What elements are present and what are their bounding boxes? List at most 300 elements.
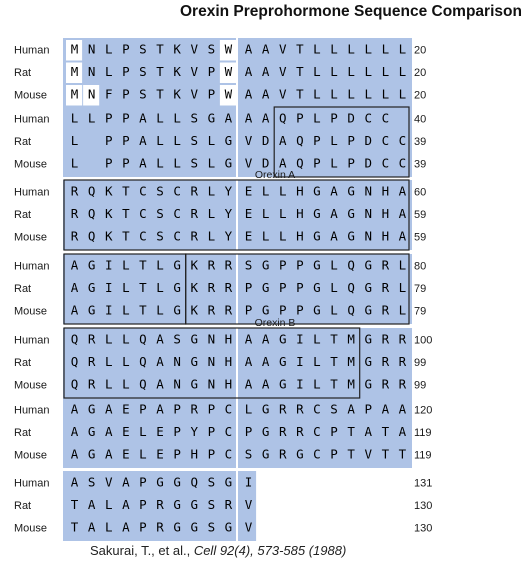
residue: E bbox=[122, 424, 130, 439]
residue: Q bbox=[296, 155, 304, 171]
residue: L bbox=[398, 41, 407, 57]
residue-end-number: 130 bbox=[414, 500, 433, 512]
residue: S bbox=[139, 64, 147, 79]
residue: L bbox=[261, 228, 270, 244]
residue: H bbox=[296, 228, 304, 244]
residue: P bbox=[330, 446, 338, 462]
residue: G bbox=[190, 497, 199, 512]
residue: A bbox=[70, 257, 79, 273]
residue: T bbox=[330, 376, 338, 392]
residue: L bbox=[173, 155, 181, 171]
residue: L bbox=[173, 133, 181, 148]
residue-end-number: 59 bbox=[414, 231, 427, 244]
residue: T bbox=[330, 354, 338, 369]
residue: L bbox=[104, 519, 113, 535]
residue: S bbox=[244, 257, 253, 273]
residue: G bbox=[87, 257, 96, 273]
residue: G bbox=[173, 519, 181, 535]
residue: G bbox=[87, 280, 96, 295]
residue: A bbox=[244, 331, 253, 347]
residue: N bbox=[173, 376, 181, 392]
residue: C bbox=[398, 133, 407, 148]
residue: L bbox=[313, 331, 321, 347]
residue: H bbox=[224, 331, 233, 347]
residue: E bbox=[122, 446, 130, 462]
residue: A bbox=[156, 331, 164, 347]
residue: F bbox=[104, 86, 113, 102]
residue: G bbox=[190, 519, 199, 535]
residue: Q bbox=[347, 302, 355, 318]
residue: T bbox=[330, 331, 338, 347]
residue: A bbox=[244, 376, 253, 392]
residue: T bbox=[139, 302, 147, 318]
residue: G bbox=[278, 331, 287, 347]
residue-end-number: 120 bbox=[414, 404, 433, 417]
residue: P bbox=[313, 155, 321, 171]
residue: L bbox=[313, 41, 321, 57]
residue: L bbox=[104, 354, 113, 369]
residue: P bbox=[296, 280, 304, 295]
residue: G bbox=[313, 206, 321, 221]
residue: V bbox=[364, 446, 373, 462]
residue: E bbox=[244, 228, 253, 244]
residue: P bbox=[278, 257, 287, 273]
residue: L bbox=[330, 155, 338, 171]
residue: A bbox=[398, 424, 407, 439]
residue: I bbox=[296, 331, 304, 347]
residue-end-number: 39 bbox=[414, 136, 427, 148]
residue: P bbox=[296, 257, 304, 273]
residue-end-number: 119 bbox=[414, 449, 432, 462]
residue: G bbox=[224, 133, 233, 148]
residue: G bbox=[313, 280, 321, 295]
residue: L bbox=[156, 280, 164, 295]
residue: C bbox=[139, 183, 147, 199]
species-label: Mouse bbox=[14, 231, 48, 244]
residue: A bbox=[122, 519, 130, 535]
residue: L bbox=[207, 228, 216, 244]
residue-end-number: 79 bbox=[414, 305, 427, 318]
residue: G bbox=[364, 354, 373, 369]
residue: P bbox=[173, 424, 181, 439]
residue: L bbox=[330, 86, 338, 102]
residue: S bbox=[330, 401, 338, 417]
residue: Q bbox=[70, 354, 79, 369]
residue: T bbox=[122, 228, 130, 244]
residue: L bbox=[330, 257, 338, 273]
residue: P bbox=[278, 280, 287, 295]
residue: Q bbox=[87, 183, 96, 199]
residue-end-number: 99 bbox=[414, 379, 427, 392]
residue: G bbox=[261, 280, 270, 295]
residue: R bbox=[381, 302, 390, 318]
residue: C bbox=[313, 424, 321, 439]
residue: R bbox=[381, 354, 390, 369]
residue: R bbox=[224, 257, 233, 273]
residue: A bbox=[398, 401, 407, 417]
residue: D bbox=[364, 133, 373, 148]
residue: G bbox=[313, 183, 321, 199]
residue: R bbox=[224, 497, 233, 512]
residue: V bbox=[190, 64, 199, 79]
residue: C bbox=[381, 110, 390, 126]
residue: L bbox=[398, 64, 407, 79]
residue: A bbox=[70, 474, 79, 490]
residue: H bbox=[381, 228, 390, 244]
block-6-column-gap bbox=[236, 398, 238, 468]
residue: D bbox=[261, 155, 270, 171]
residue: L bbox=[261, 206, 270, 221]
residue: M bbox=[347, 376, 355, 392]
residue: L bbox=[156, 257, 164, 273]
residue: R bbox=[398, 331, 407, 347]
residue: L bbox=[330, 64, 338, 79]
residue: L bbox=[313, 354, 321, 369]
residue: G bbox=[261, 257, 270, 273]
residue: G bbox=[156, 474, 164, 490]
residue: E bbox=[156, 424, 164, 439]
residue: V bbox=[278, 64, 287, 79]
residue: N bbox=[87, 41, 96, 57]
residue: L bbox=[122, 376, 130, 392]
residue: L bbox=[207, 155, 216, 171]
species-label: Human bbox=[14, 260, 50, 273]
residue: T bbox=[122, 206, 130, 221]
residue: L bbox=[104, 64, 113, 79]
residue: Q bbox=[296, 133, 304, 148]
residue: L bbox=[313, 64, 321, 79]
residue: G bbox=[313, 257, 321, 273]
species-label: Mouse bbox=[14, 379, 48, 392]
residue: S bbox=[190, 155, 199, 171]
residue: P bbox=[207, 86, 216, 102]
residue: R bbox=[70, 228, 79, 244]
block-1-column-gap bbox=[236, 38, 238, 108]
residue: T bbox=[296, 86, 304, 102]
residue: A bbox=[70, 446, 79, 462]
residue: S bbox=[190, 133, 199, 148]
species-label: Human bbox=[14, 44, 50, 57]
residue: R bbox=[381, 280, 390, 295]
residue: P bbox=[173, 446, 181, 462]
residue: G bbox=[207, 110, 216, 126]
residue: Y bbox=[224, 183, 233, 199]
residue: V bbox=[104, 474, 113, 490]
residue: C bbox=[173, 228, 181, 244]
residue: G bbox=[173, 497, 181, 512]
residue: A bbox=[261, 110, 270, 126]
residue: G bbox=[278, 376, 287, 392]
block-7-column-gap bbox=[236, 471, 238, 541]
residue: K bbox=[104, 206, 113, 221]
species-label: Rat bbox=[14, 67, 32, 79]
residue: A bbox=[381, 401, 390, 417]
residue: S bbox=[139, 41, 147, 57]
residue: A bbox=[278, 133, 287, 148]
species-label: Human bbox=[14, 113, 50, 126]
residue: N bbox=[364, 183, 373, 199]
residue: P bbox=[313, 133, 321, 148]
residue: S bbox=[139, 86, 147, 102]
residue: M bbox=[70, 86, 79, 102]
residue: C bbox=[224, 446, 233, 462]
residue: H bbox=[381, 183, 390, 199]
residue-end-number: 20 bbox=[414, 44, 427, 57]
residue-end-number: 20 bbox=[414, 89, 427, 102]
residue: G bbox=[364, 331, 373, 347]
residue: L bbox=[364, 64, 373, 79]
residue: L bbox=[313, 376, 321, 392]
residue: H bbox=[296, 183, 304, 199]
residue: K bbox=[190, 280, 199, 295]
residue: N bbox=[207, 331, 216, 347]
residue: S bbox=[207, 41, 216, 57]
residue: M bbox=[347, 354, 355, 369]
residue: A bbox=[224, 110, 233, 126]
residue: T bbox=[139, 280, 147, 295]
residue: S bbox=[207, 497, 216, 512]
residue: G bbox=[261, 302, 270, 318]
residue: R bbox=[190, 206, 199, 221]
residue: L bbox=[330, 41, 338, 57]
residue: G bbox=[364, 376, 373, 392]
residue: A bbox=[104, 424, 113, 439]
residue: L bbox=[207, 183, 216, 199]
residue: G bbox=[261, 446, 270, 462]
residue: I bbox=[296, 376, 304, 392]
residue: R bbox=[70, 183, 79, 199]
residue: P bbox=[207, 64, 216, 79]
residue-end-number: 99 bbox=[414, 357, 427, 369]
residue: L bbox=[156, 155, 164, 171]
residue: L bbox=[156, 133, 164, 148]
residue: G bbox=[278, 354, 287, 369]
residue-end-number: 130 bbox=[414, 522, 433, 535]
residue: V bbox=[244, 519, 253, 535]
residue: T bbox=[347, 446, 355, 462]
residue: Q bbox=[139, 376, 147, 392]
residue: L bbox=[207, 206, 216, 221]
residue: K bbox=[173, 64, 181, 79]
residue: A bbox=[70, 401, 79, 417]
residue-end-number: 20 bbox=[414, 67, 427, 79]
residue: R bbox=[381, 331, 390, 347]
residue: S bbox=[156, 183, 164, 199]
residue: G bbox=[313, 302, 321, 318]
residue: Y bbox=[224, 228, 233, 244]
residue: L bbox=[313, 86, 321, 102]
residue: C bbox=[381, 133, 390, 148]
residue: G bbox=[296, 446, 304, 462]
residue: G bbox=[364, 257, 373, 273]
residue: G bbox=[190, 376, 199, 392]
residue: Q bbox=[87, 206, 96, 221]
residue: A bbox=[261, 376, 270, 392]
residue: P bbox=[278, 302, 287, 318]
residue: A bbox=[244, 354, 253, 369]
species-label: Rat bbox=[14, 357, 32, 369]
residue: G bbox=[364, 302, 373, 318]
residue: R bbox=[381, 257, 390, 273]
residue: A bbox=[122, 497, 130, 512]
residue: L bbox=[104, 376, 113, 392]
residue: R bbox=[381, 376, 390, 392]
residue: I bbox=[104, 257, 113, 273]
residue: L bbox=[87, 110, 96, 126]
residue: R bbox=[296, 401, 304, 417]
residue: G bbox=[87, 401, 96, 417]
residue: N bbox=[364, 228, 373, 244]
residue: L bbox=[139, 424, 147, 439]
residue: G bbox=[87, 302, 96, 318]
residue: P bbox=[244, 424, 253, 439]
species-label: Mouse bbox=[14, 89, 48, 102]
residue: R bbox=[278, 424, 287, 439]
residue: K bbox=[104, 183, 113, 199]
residue: K bbox=[173, 86, 181, 102]
residue: A bbox=[261, 354, 270, 369]
residue: S bbox=[173, 331, 181, 347]
species-label: Rat bbox=[14, 283, 32, 295]
residue: A bbox=[278, 155, 287, 171]
residue: T bbox=[139, 257, 147, 273]
residue: H bbox=[224, 354, 233, 369]
residue: A bbox=[139, 133, 147, 148]
residue: P bbox=[122, 41, 130, 57]
residue: L bbox=[156, 302, 164, 318]
residue: Q bbox=[190, 474, 199, 490]
species-label: Human bbox=[14, 404, 50, 417]
residue: R bbox=[190, 401, 199, 417]
residue: R bbox=[278, 446, 287, 462]
residue: R bbox=[207, 257, 216, 273]
residue: C bbox=[173, 183, 181, 199]
residue: A bbox=[244, 86, 253, 102]
residue: R bbox=[207, 280, 216, 295]
residue: G bbox=[87, 424, 96, 439]
residue: G bbox=[313, 228, 321, 244]
residue: S bbox=[207, 474, 216, 490]
residue: L bbox=[70, 110, 79, 126]
residue: N bbox=[207, 376, 216, 392]
species-label: Mouse bbox=[14, 449, 48, 462]
residue: T bbox=[398, 446, 407, 462]
residue: G bbox=[224, 155, 233, 171]
residue: K bbox=[104, 228, 113, 244]
residue: C bbox=[364, 110, 373, 126]
residue: C bbox=[313, 446, 321, 462]
residue: A bbox=[156, 354, 164, 369]
residue: T bbox=[70, 497, 79, 512]
block-2-column-gap bbox=[236, 107, 238, 177]
residue: R bbox=[87, 354, 96, 369]
residue: L bbox=[398, 280, 407, 295]
species-label: Human bbox=[14, 334, 50, 347]
residue: R bbox=[207, 302, 216, 318]
residue: R bbox=[87, 331, 96, 347]
residue: P bbox=[207, 401, 216, 417]
species-label: Mouse bbox=[14, 305, 48, 318]
residue: L bbox=[381, 86, 390, 102]
residue: S bbox=[87, 474, 96, 490]
residue: G bbox=[173, 474, 181, 490]
residue: R bbox=[156, 519, 164, 535]
residue-end-number: 39 bbox=[414, 158, 427, 171]
residue: E bbox=[244, 183, 253, 199]
species-label: Mouse bbox=[14, 158, 48, 171]
residue: E bbox=[244, 206, 253, 221]
residue: L bbox=[313, 110, 321, 126]
citation bbox=[90, 543, 346, 558]
residue: L bbox=[207, 133, 216, 148]
residue: L bbox=[398, 302, 407, 318]
residue: L bbox=[173, 110, 181, 126]
residue: Y bbox=[190, 424, 199, 439]
residue: M bbox=[347, 331, 355, 347]
residue: P bbox=[139, 497, 147, 512]
residue: L bbox=[261, 183, 270, 199]
residue: L bbox=[278, 228, 287, 244]
residue: P bbox=[104, 155, 113, 171]
residue: P bbox=[139, 519, 147, 535]
residue: L bbox=[122, 257, 130, 273]
residue: R bbox=[70, 206, 79, 221]
residue: P bbox=[244, 280, 253, 295]
block-4-column-gap bbox=[236, 254, 238, 324]
residue: A bbox=[122, 474, 130, 490]
residue: W bbox=[224, 64, 233, 79]
residue: G bbox=[261, 424, 270, 439]
species-label: Rat bbox=[14, 209, 32, 221]
block-3-column-gap bbox=[236, 180, 238, 250]
residue: A bbox=[104, 446, 113, 462]
residue: L bbox=[104, 41, 113, 57]
residue: E bbox=[156, 446, 164, 462]
residue: Q bbox=[347, 280, 355, 295]
residue: W bbox=[224, 41, 233, 57]
residue: V bbox=[244, 155, 253, 171]
residue: T bbox=[156, 64, 164, 79]
residue: G bbox=[173, 280, 181, 295]
citation-authors: Sakurai, T., et al., bbox=[90, 543, 194, 558]
residue: T bbox=[122, 183, 130, 199]
residue: R bbox=[190, 228, 199, 244]
residue: G bbox=[261, 401, 270, 417]
residue-end-number: 119 bbox=[414, 427, 432, 439]
residue-end-number: 79 bbox=[414, 283, 427, 295]
residue: V bbox=[278, 86, 287, 102]
citation-journal: Cell 92(4), 573-585 (1988) bbox=[193, 543, 347, 558]
residue: L bbox=[347, 64, 355, 79]
species-label: Human bbox=[14, 477, 50, 490]
residue: P bbox=[104, 133, 113, 148]
residue: H bbox=[296, 206, 304, 221]
residue: P bbox=[296, 302, 304, 318]
residue: T bbox=[156, 86, 164, 102]
residue: L bbox=[122, 354, 130, 369]
residue: C bbox=[173, 206, 181, 221]
residue: V bbox=[278, 41, 287, 57]
species-label: Human bbox=[14, 186, 50, 199]
figure-title: Orexin Preprohormone Sequence Comparison bbox=[180, 3, 522, 20]
residue: M bbox=[70, 64, 79, 79]
residue: V bbox=[190, 41, 199, 57]
residue: L bbox=[381, 41, 390, 57]
residue: R bbox=[224, 280, 233, 295]
residue: N bbox=[173, 354, 181, 369]
residue: A bbox=[330, 183, 338, 199]
residue: T bbox=[381, 446, 390, 462]
